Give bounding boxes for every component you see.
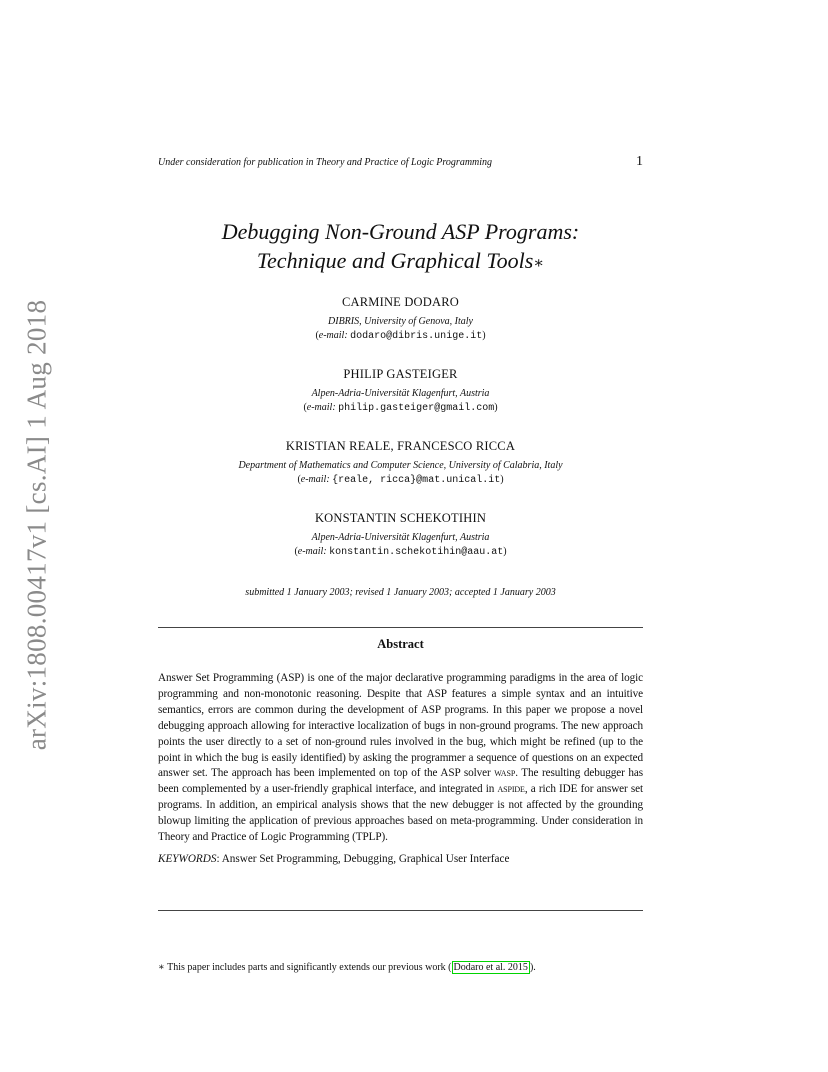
author-block-4 (158, 511, 643, 558)
author-affiliation: Alpen-Adria-Universität Klagenfurt, Austria (311, 532, 490, 543)
author-email-line: (e-mail: konstantin.schekotihin@aau.at) (294, 546, 507, 558)
author-affiliation: Department of Mathematics and Computer Science, University of Calabria, Italy (238, 460, 563, 471)
keywords-label: KEYWORDS (158, 853, 217, 865)
running-head: Under consideration for publication in Theory and Practice of Logic Programming (158, 157, 493, 168)
author-name: KONSTANTIN SCHEKOTIHIN (314, 511, 487, 525)
paper-title (158, 217, 643, 278)
author-affiliation: DIBRIS, University of Genova, Italy (328, 316, 473, 327)
email-label: e-mail: (297, 546, 327, 557)
author-block-2 (158, 367, 643, 414)
keywords (158, 853, 643, 865)
author-email-line: (e-mail: philip.gasteiger@gmail.com) (303, 402, 498, 414)
author-block-3 (158, 439, 643, 486)
arxiv-identifier-stamp: arXiv:1808.00417v1 [cs.AI] 1 Aug 2018 (21, 299, 52, 751)
email-label: e-mail: (318, 330, 348, 341)
citation-link[interactable]: Dodaro et al. 2015 (453, 962, 528, 973)
aspide-ide-name: aspide (497, 783, 525, 796)
author-email: dodaro@dibris.unige.it (350, 331, 483, 342)
email-label: e-mail: (300, 474, 330, 485)
author-email-line: (e-mail: {reale, ricca}@mat.unical.it) (297, 474, 504, 486)
author-name: KRISTIAN REALE, FRANCESCO RICCA (285, 439, 516, 453)
author-affiliation: Alpen-Adria-Universität Klagenfurt, Austria (311, 388, 490, 399)
author-email: philip.gasteiger@gmail.com (338, 403, 495, 414)
author-block-1 (158, 295, 643, 342)
abstract-bottom-rule (158, 910, 643, 911)
abstract-top-rule (158, 627, 643, 628)
author-name: CARMINE DODARO (341, 295, 460, 309)
author-email-line: (e-mail: dodaro@dibris.unige.it) (315, 330, 486, 342)
title-line-2 (158, 246, 643, 278)
abstract-heading: Abstract (377, 637, 424, 651)
author-email: {reale, ricca}@mat.unical.it (332, 475, 501, 486)
author-email: konstantin.schekotihin@aau.at (329, 547, 504, 558)
submission-dates: submitted 1 January 2003; revised 1 January 2003; accepted 1 January 2003 (245, 587, 556, 598)
keywords-list: : Answer Set Programming, Debugging, Graphical User Interface (216, 853, 510, 865)
title-line-1: Debugging Non-Ground ASP Programs: (221, 219, 580, 244)
author-name: PHILIP GASTEIGER (343, 367, 458, 381)
page-number: 1 (636, 154, 643, 169)
abstract-text: Answer Set Programming (ASP) is one of the major declarative programming paradigms in the area of logic programming and non-monotonic reasoning. Despite that ASP features a simple syntax and an intuitive semantics, errors are common during the development of ASP programs. In this paper we propose a novel debugging approach allowing for interactive localization of bugs in non-ground programs. The new approach points the user directly to a set of non-ground rules involved in the bug, which might be refined (up to the point in which the bug is easily identified) by asking the programmer a sequence of questions on an expected answer set. The approach has been implemented on top of the ASP solver wasp. The resulting debugger has been complemented by a user-friendly graphical interface, and integrated in aspide, a rich IDE for answer set programs. In addition, an empirical analysis shows that the new debugger is not affected by the grounding blowup limiting the application of previous approaches based on meta-programming. Under consideration in Theory and Practice of Logic Programming (TPLP). (158, 672, 644, 844)
title-footnote-marker: ∗ (533, 255, 545, 272)
wasp-solver-name: wasp (494, 767, 516, 780)
title-footnote: ∗ This paper includes parts and significantly extends our previous work ( Dodaro et al. 2015 ). (158, 962, 536, 973)
title-line-2-text: Technique and Graphical Tools (256, 248, 534, 273)
email-label: e-mail: (306, 402, 336, 413)
footnote-marker: ∗ (158, 962, 165, 973)
